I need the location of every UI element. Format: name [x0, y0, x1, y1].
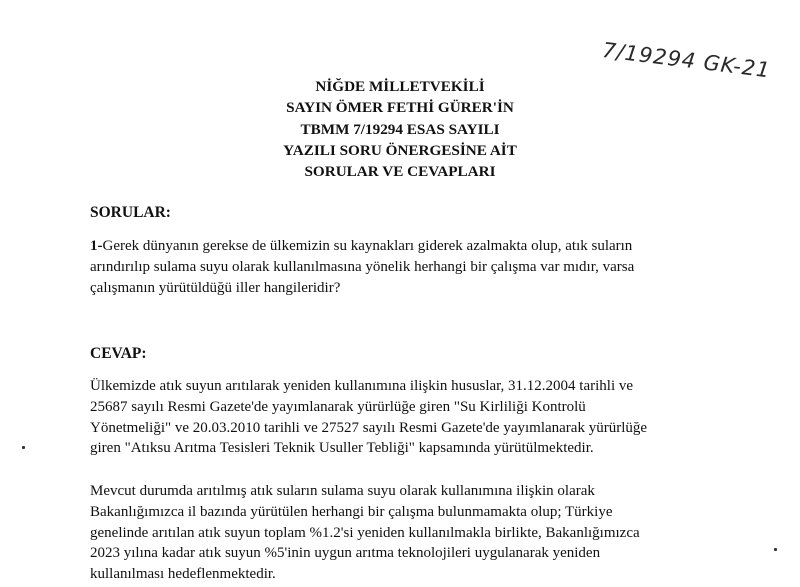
title-line: TBMM 7/19294 ESAS SAYILI	[300, 120, 500, 138]
question-line: arındırılıp sulama suyu olarak kullanılmasına yönelik herhangi bir çalışma var mıdır, varsa	[90, 258, 635, 275]
question-text: Gerek dünyanın gerekse de ülkemizin su kaynakları giderek azalmakta olup, atık suların	[102, 238, 633, 254]
answer-line: genelinde arıtılan atık suyun toplam %1.2'si yeniden kullanılmakla birlikte, Bakanlığımızca	[90, 524, 640, 541]
answer-line: Mevcut durumda arıtılmış atık suların sulama suyu olarak kullanımına ilişkin olarak	[90, 483, 595, 499]
questions-heading: SORULAR:	[90, 204, 171, 221]
title-line: SORULAR VE CEVAPLARI	[304, 163, 496, 181]
scan-mark	[774, 548, 777, 551]
answer-line: kullanılması hedeflenmektedir.	[90, 566, 276, 583]
answer-heading: CEVAP:	[90, 345, 147, 362]
title-line: NİĞDE MİLLETVEKİLİ	[315, 78, 485, 95]
answer-paragraph-1	[90, 376, 760, 459]
answer-line: 2023 yılına kadar atık suyun %5'inin uygun arıtma teknolojileri uygulanarak yeniden	[90, 545, 601, 562]
answer-line: giren "Atıksu Arıtma Tesisleri Teknik Usuller Tebliği" kapsamında yürütülmektedir.	[90, 440, 594, 457]
scan-mark	[22, 446, 25, 449]
handwritten-reference-number: 7/19294 GK-21	[601, 38, 772, 83]
title-line: YAZILI SORU ÖNERGESİNE AİT	[283, 141, 517, 159]
answer-paragraph-2	[90, 481, 760, 585]
question-1	[90, 236, 760, 298]
answer-line: Ülkemizde atık suyun arıtılarak yeniden kullanımına ilişkin hususlar, 31.12.2004 tarihli ve	[90, 378, 634, 394]
question-line: çalışmanın yürütüldüğü iller hangileridir?	[90, 279, 341, 296]
question-number: 1-	[90, 238, 103, 254]
title-line: SAYIN ÖMER FETHİ GÜRER'İN	[286, 99, 514, 117]
answer-line: 25687 sayılı Resmi Gazete'de yayımlanarak yürürlüğe giren "Su Kirliliği Kontrolü	[90, 398, 586, 415]
document-title	[230, 76, 570, 182]
answer-line: Yönetmeliği" ve 20.03.2010 tarihli ve 27527 sayılı Resmi Gazete'de yayımlanarak yürürlüğe	[90, 419, 648, 436]
question-line	[90, 236, 760, 257]
answer-line: Bakanlığımızca il bazında yürütülen herhangi bir çalışma bulunmamakta olup; Türkiye	[90, 503, 613, 520]
